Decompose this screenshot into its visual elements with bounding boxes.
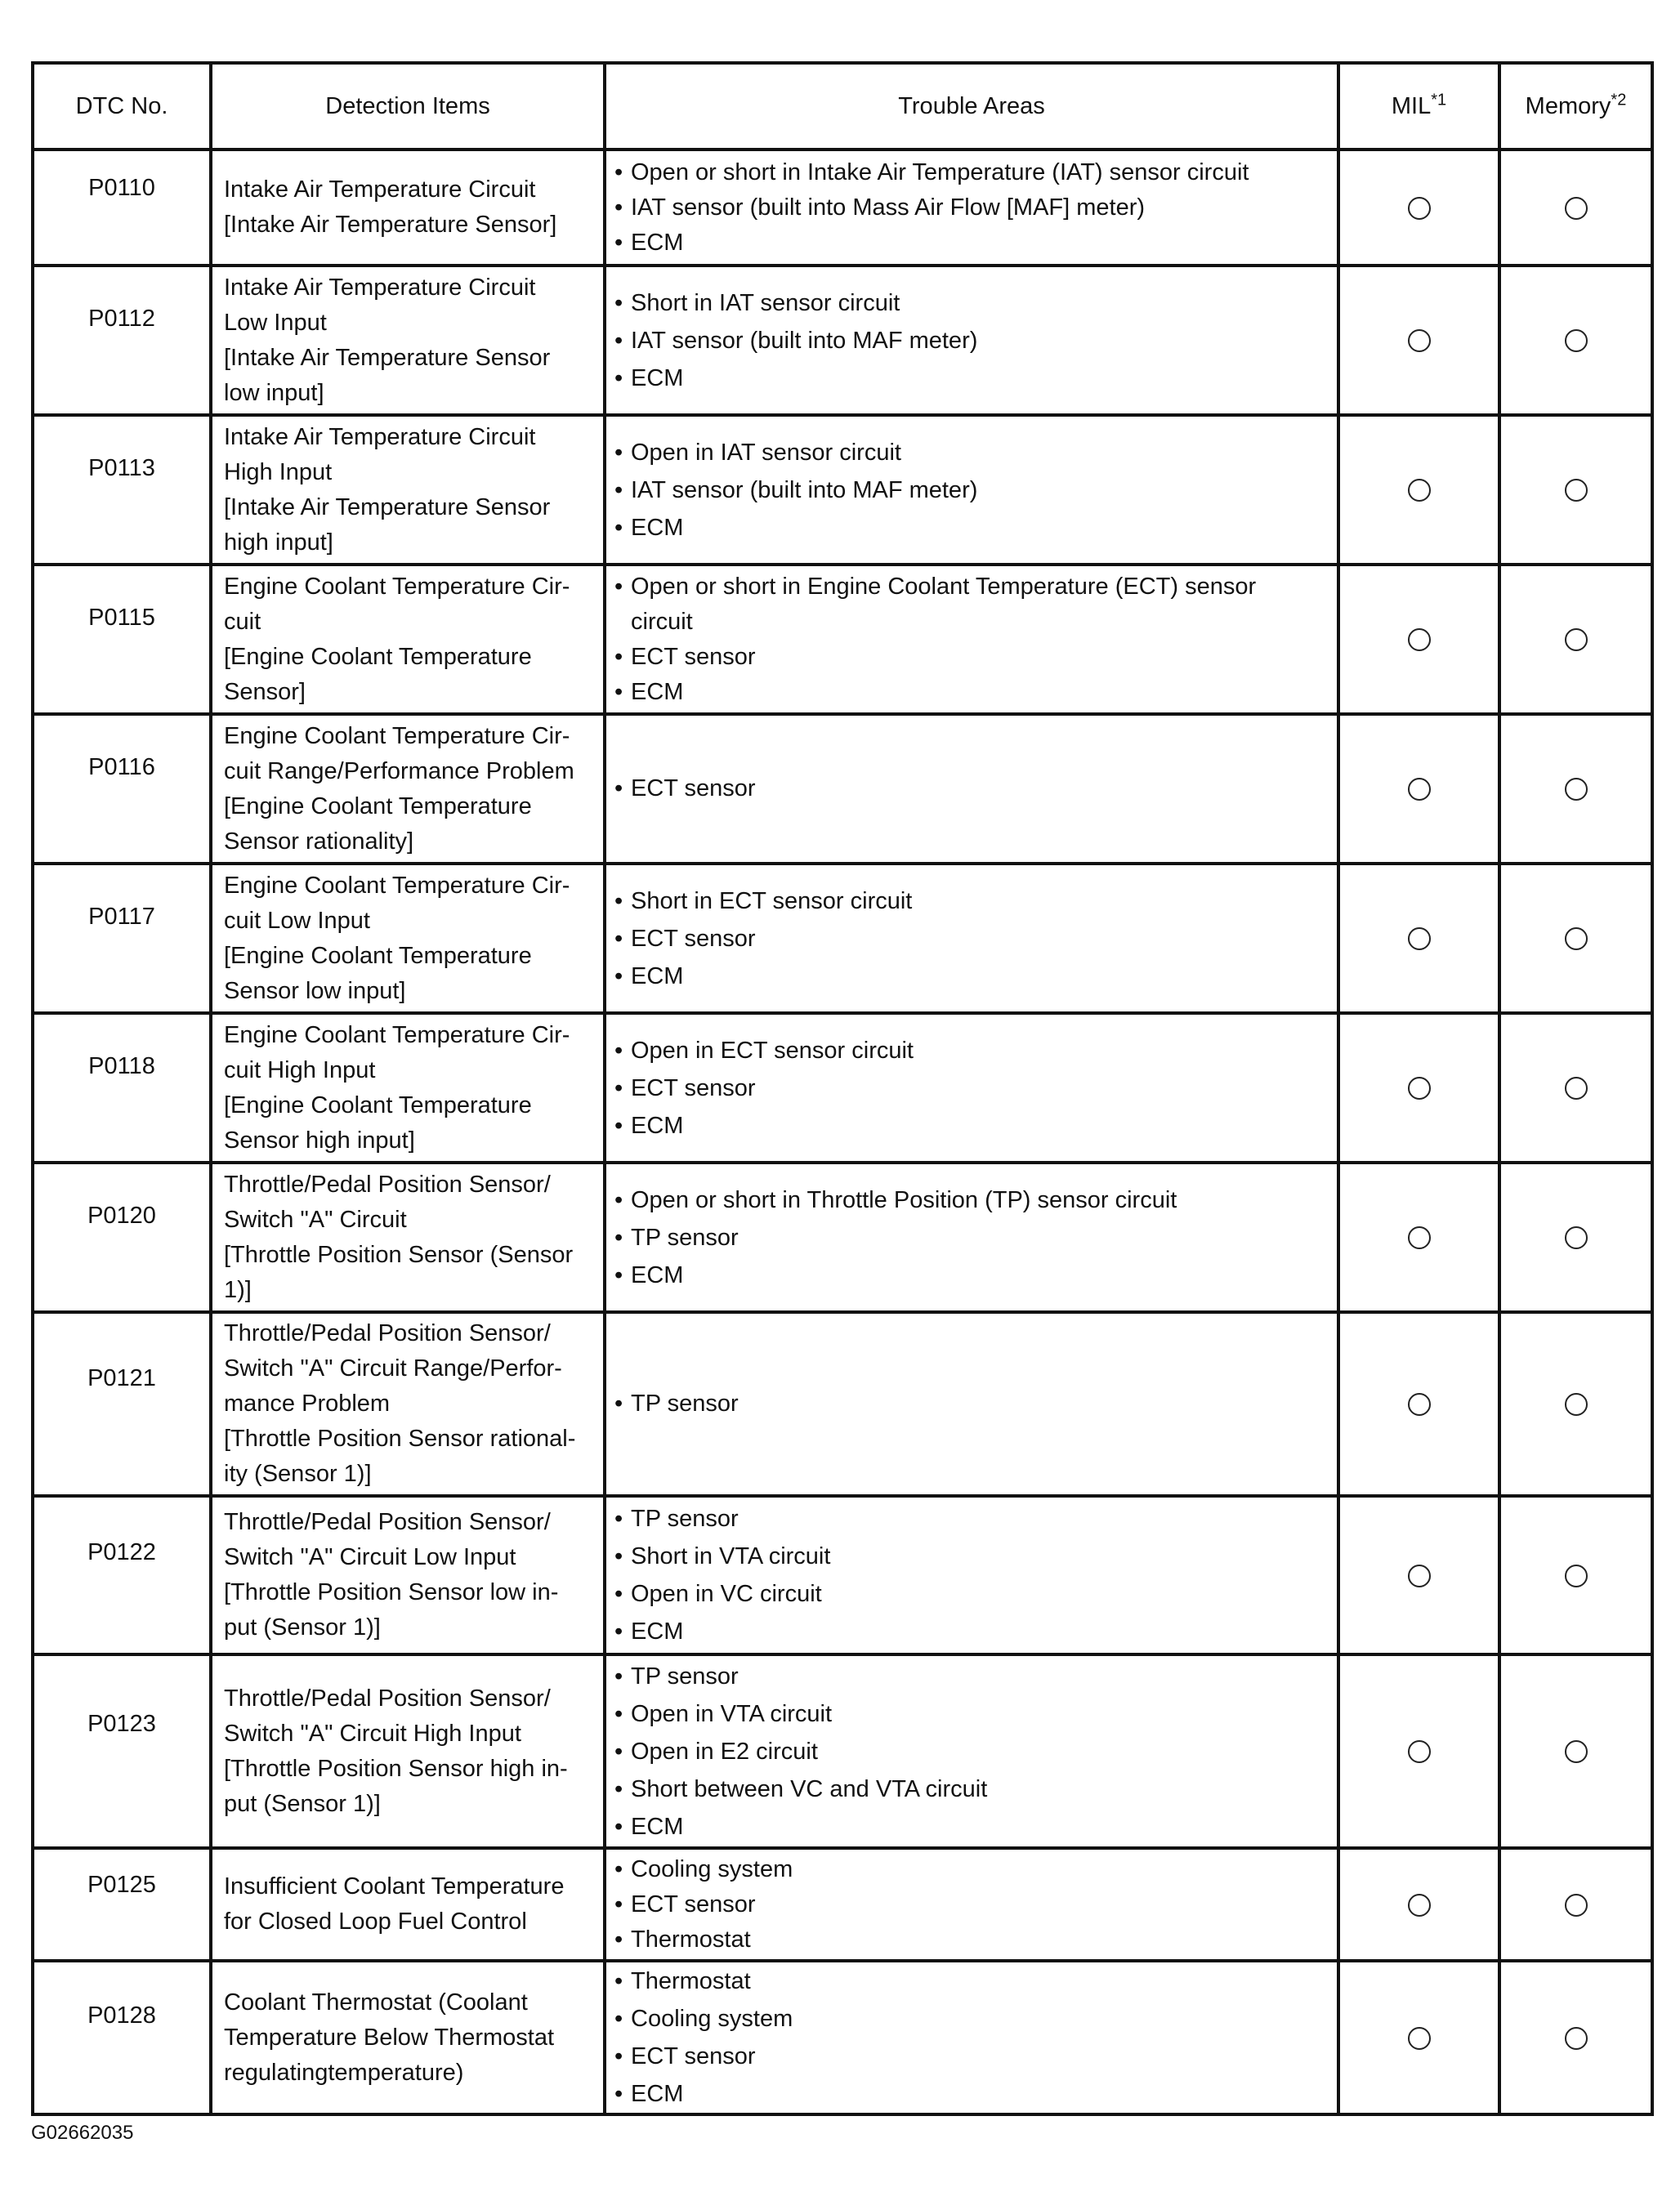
circle-mark-icon [1408,1894,1431,1917]
trouble-area-item: • Open or short in Intake Air Temperature (IAT) sensor circuit [614,155,1325,190]
trouble-areas [605,1013,1338,1163]
circle-mark-icon [1565,1393,1588,1416]
detection-item-line: Insufficient Coolant Temperature [224,1873,565,1900]
detection-item-line: Engine Coolant Temperature Cir- [224,1021,570,1048]
detection-item-line: Engine Coolant Temperature Cir- [224,573,570,600]
header-mil-note: *1 [1431,90,1447,109]
detection-item [211,1654,605,1848]
trouble-area-item: • ECM [614,509,1325,547]
detection-item-line: Sensor low input] [224,977,406,1004]
memory-cell [1499,415,1652,565]
dtc-code: P0125 [33,1848,211,1961]
header-trouble-areas: Trouble Areas [605,63,1338,150]
trouble-area-item: • Short in IAT sensor circuit [614,284,1325,322]
table-row [33,1654,1652,1848]
circle-mark-icon [1565,1077,1588,1100]
detection-item-line: [Throttle Position Sensor low in- [224,1579,559,1605]
trouble-area-item: • ECT sensor [614,1069,1325,1107]
detection-item-line: high input] [224,529,333,556]
trouble-area-item: • TP sensor [614,1386,1325,1422]
header-detection-items: Detection Items [211,63,605,150]
circle-mark-icon [1565,197,1588,220]
circle-mark-icon [1565,628,1588,651]
dtc-code: P0116 [33,714,211,864]
detection-item-line: [Throttle Position Sensor high in- [224,1755,568,1782]
memory-cell [1499,1496,1652,1654]
circle-mark-icon [1408,1226,1431,1249]
detection-item-line: Throttle/Pedal Position Sensor/ [224,1320,551,1346]
detection-item-line: Low Input [224,309,327,336]
detection-item-line: [Engine Coolant Temperature [224,942,532,969]
detection-item-line: [Intake Air Temperature Sensor [224,344,551,371]
memory-cell [1499,1163,1652,1312]
header-mil-label: MIL [1391,92,1432,119]
table-row [33,714,1652,864]
circle-mark-icon [1565,1894,1588,1917]
circle-mark-icon [1565,479,1588,502]
circle-mark-icon [1565,329,1588,352]
circle-mark-icon [1408,1740,1431,1763]
trouble-area-item: • ECM [614,1808,1325,1846]
trouble-area-item: • Open in ECT sensor circuit [614,1032,1325,1069]
table-row [33,1013,1652,1163]
detection-item [211,565,605,714]
header-dtc-no: DTC No. [33,63,211,150]
trouble-area-item: • IAT sensor (built into MAF meter) [614,471,1325,509]
dtc-code: P0112 [33,266,211,415]
circle-mark-icon [1565,2027,1588,2050]
memory-cell [1499,266,1652,415]
detection-item [211,1848,605,1961]
detection-item [211,1496,605,1654]
detection-item-line: Sensor high input] [224,1127,415,1154]
circle-mark-icon [1565,778,1588,801]
trouble-area-item: • ECT sensor [614,771,1325,806]
dtc-code: P0118 [33,1013,211,1163]
trouble-areas [605,1163,1338,1312]
memory-cell [1499,150,1652,266]
table-row [33,1848,1652,1961]
dtc-code: P0110 [33,150,211,266]
detection-item-line: 1)] [224,1276,252,1303]
trouble-area-item: • ECT sensor [614,1887,1325,1922]
detection-item-line: Switch "A" Circuit High Input [224,1720,521,1747]
trouble-areas [605,1312,1338,1496]
memory-cell [1499,1654,1652,1848]
detection-item-line: Sensor rationality] [224,828,414,855]
memory-cell [1499,565,1652,714]
detection-item-line: Switch "A" Circuit Range/Perfor- [224,1355,562,1382]
detection-item-line: [Engine Coolant Temperature [224,643,532,670]
header-row [33,63,1652,150]
trouble-area-item: • ECM [614,359,1325,397]
detection-item [211,150,605,266]
detection-item [211,415,605,565]
trouble-area-item: • Open in VC circuit [614,1575,1325,1613]
dtc-code: P0113 [33,415,211,565]
circle-mark-icon [1408,2027,1431,2050]
table-row [33,864,1652,1013]
detection-item-line: Engine Coolant Temperature Cir- [224,872,570,899]
header-mil [1338,63,1499,150]
detection-item-line: mance Problem [224,1391,391,1417]
trouble-area-item: • Short between VC and VTA circuit [614,1770,1325,1808]
mil-cell [1338,1312,1499,1496]
mil-cell [1338,565,1499,714]
trouble-areas [605,1654,1338,1848]
trouble-areas [605,565,1338,714]
detection-item-line: [Throttle Position Sensor rational- [224,1426,576,1452]
mil-cell [1338,266,1499,415]
detection-item-line: regulatingtemperature) [224,2059,464,2086]
trouble-area-item: • Cooling system [614,1852,1325,1887]
trouble-area-item: • Thermostat [614,1922,1325,1958]
circle-mark-icon [1408,197,1431,220]
trouble-areas [605,150,1338,266]
trouble-area-item: • ECM [614,958,1325,995]
dtc-code: P0120 [33,1163,211,1312]
mil-cell [1338,1163,1499,1312]
mil-cell [1338,1496,1499,1654]
trouble-area-item: • TP sensor [614,1500,1325,1538]
trouble-areas [605,864,1338,1013]
trouble-area-item: • TP sensor [614,1219,1325,1257]
detection-item-line: Intake Air Temperature Circuit [224,274,536,301]
trouble-area-item: • Open or short in Engine Coolant Temperature (ECT) sensor circuit [614,569,1325,640]
trouble-area-item: • Open in E2 circuit [614,1733,1325,1770]
detection-item-line: [Intake Air Temperature Sensor] [224,212,557,238]
dtc-code: P0128 [33,1961,211,2114]
detection-item-line: cuit [224,608,261,635]
memory-cell [1499,1013,1652,1163]
detection-item-line: Intake Air Temperature Circuit [224,423,536,450]
detection-item-line: [Engine Coolant Temperature [224,1092,532,1118]
detection-item [211,864,605,1013]
detection-item-line: [Engine Coolant Temperature [224,792,532,819]
detection-item-line: Switch "A" Circuit [224,1206,407,1233]
detection-item-line: Throttle/Pedal Position Sensor/ [224,1509,551,1535]
dtc-table [31,61,1654,2116]
trouble-area-item: • ECM [614,225,1325,261]
detection-item-line: cuit High Input [224,1056,376,1083]
memory-cell [1499,1312,1652,1496]
trouble-areas [605,415,1338,565]
trouble-area-item: • ECT sensor [614,920,1325,958]
mil-cell [1338,864,1499,1013]
circle-mark-icon [1565,927,1588,950]
table-row [33,266,1652,415]
trouble-area-item: • ECT sensor [614,640,1325,675]
detection-item-line: Throttle/Pedal Position Sensor/ [224,1685,551,1712]
table-row [33,415,1652,565]
trouble-area-item: • Short in VTA circuit [614,1538,1325,1575]
circle-mark-icon [1408,1565,1431,1587]
detection-item-line: cuit Range/Performance Problem [224,757,574,784]
circle-mark-icon [1408,479,1431,502]
header-memory [1499,63,1652,150]
circle-mark-icon [1565,1740,1588,1763]
header-memory-label: Memory [1525,92,1611,119]
trouble-area-item: • IAT sensor (built into MAF meter) [614,322,1325,359]
trouble-area-item: • ECM [614,2075,1325,2113]
detection-item-line: put (Sensor 1)] [224,1614,381,1641]
mil-cell [1338,1848,1499,1961]
detection-item-line: [Intake Air Temperature Sensor [224,493,551,520]
table-row [33,1496,1652,1654]
dtc-code: P0117 [33,864,211,1013]
trouble-area-item: • TP sensor [614,1658,1325,1695]
detection-item-line: Temperature Below Thermostat [224,2024,555,2051]
detection-item-line: Engine Coolant Temperature Cir- [224,722,570,749]
trouble-area-item: • ECT sensor [614,2038,1325,2075]
trouble-area-item: • Open in IAT sensor circuit [614,434,1325,471]
detection-item-line: Intake Air Temperature Circuit [224,176,536,203]
trouble-area-item: • Open in VTA circuit [614,1695,1325,1733]
trouble-area-item: • Short in ECT sensor circuit [614,882,1325,920]
dtc-code: P0122 [33,1496,211,1654]
table-row [33,565,1652,714]
table-row [33,1961,1652,2114]
detection-item-line: low input] [224,379,324,406]
mil-cell [1338,150,1499,266]
dtc-code: P0123 [33,1654,211,1848]
detection-item-line: ity (Sensor 1)] [224,1461,372,1487]
trouble-area-item: • ECM [614,675,1325,710]
circle-mark-icon [1408,329,1431,352]
detection-item-line: [Throttle Position Sensor (Sensor [224,1241,574,1268]
trouble-area-item: • Open or short in Throttle Position (TP) sensor circuit [614,1181,1325,1219]
trouble-areas [605,266,1338,415]
mil-cell [1338,415,1499,565]
circle-mark-icon [1565,1565,1588,1587]
detection-item-line: High Input [224,458,333,485]
trouble-area-item: • ECM [614,1257,1325,1294]
mil-cell [1338,1961,1499,2114]
circle-mark-icon [1408,628,1431,651]
memory-cell [1499,864,1652,1013]
trouble-area-item: • IAT sensor (built into Mass Air Flow [MAF] meter) [614,190,1325,225]
header-memory-note: *2 [1611,90,1627,109]
circle-mark-icon [1408,778,1431,801]
circle-mark-icon [1565,1226,1588,1249]
trouble-areas [605,1496,1338,1654]
memory-cell [1499,1961,1652,2114]
detection-item-line: Sensor] [224,678,306,705]
circle-mark-icon [1408,1393,1431,1416]
table-row [33,1312,1652,1496]
detection-item [211,1961,605,2114]
mil-cell [1338,1654,1499,1848]
trouble-area-item: • ECM [614,1613,1325,1650]
detection-item [211,714,605,864]
trouble-areas [605,714,1338,864]
trouble-areas [605,1961,1338,2114]
memory-cell [1499,714,1652,864]
circle-mark-icon [1408,1077,1431,1100]
trouble-area-item: • Thermostat [614,1962,1325,2000]
detection-item [211,1312,605,1496]
detection-item-line: put (Sensor 1)] [224,1790,381,1817]
circle-mark-icon [1408,927,1431,950]
dtc-code: P0115 [33,565,211,714]
detection-item-line: Switch "A" Circuit Low Input [224,1544,516,1570]
mil-cell [1338,1013,1499,1163]
trouble-areas [605,1848,1338,1961]
detection-item-line: cuit Low Input [224,907,370,934]
table-row [33,1163,1652,1312]
detection-item [211,1013,605,1163]
detection-item-line: for Closed Loop Fuel Control [224,1909,527,1935]
figure-id: G02662035 [31,2122,134,2144]
detection-item [211,1163,605,1312]
detection-item-line: Coolant Thermostat (Coolant [224,1989,528,2016]
trouble-area-item: • ECM [614,1107,1325,1145]
mil-cell [1338,714,1499,864]
dtc-code: P0121 [33,1312,211,1496]
memory-cell [1499,1848,1652,1961]
trouble-area-item: • Cooling system [614,2000,1325,2038]
detection-item [211,266,605,415]
detection-item-line: Throttle/Pedal Position Sensor/ [224,1171,551,1198]
table-row [33,150,1652,266]
